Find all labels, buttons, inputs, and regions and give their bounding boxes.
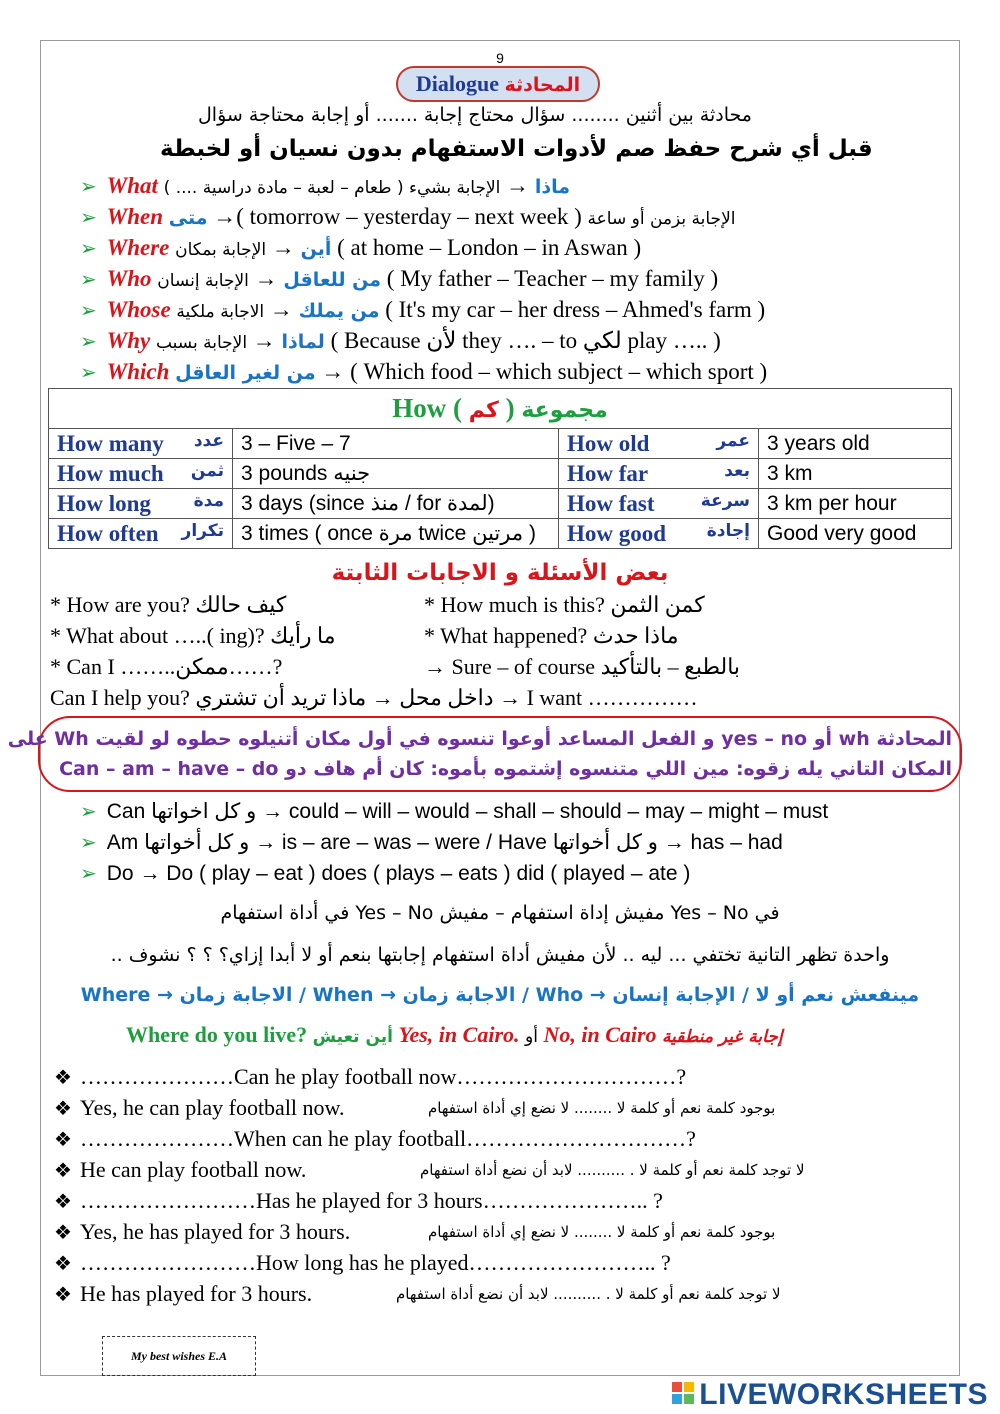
aux-do: ➢ Do → Do ( play – eat ) does ( plays – eats ) did ( played – ate ) (80, 861, 691, 885)
wh-line-whose: ➢ Whose من يملك → الاجابة ملكية ( It's my car – her dress – Ahmed's farm ) (80, 297, 766, 322)
diamond-bullet-icon: ❖ (54, 1251, 72, 1275)
arrow-bullet-icon: ➢ (80, 267, 97, 291)
table-row: How long مدة 3 days (since منذ / for لمدة) How fast سرعة 3 km per hour (49, 489, 952, 519)
diamond-bullet-icon: ❖ (54, 1282, 72, 1306)
exercise-2: ❖ Yes, he can play football now. بوجود كلمة نعم أو كلمة لا ........ لا نضع إي أداة استفهام (54, 1095, 776, 1120)
fixed-questions-title: بعض الأسئلة و الاجابات الثابتة (331, 560, 669, 586)
arrow-bullet-icon: ➢ (80, 799, 97, 823)
signature-box: My best wishes E.A (102, 1336, 256, 1376)
how-table (48, 388, 952, 549)
fixed-q-4: * What happened? ماذا حدث (424, 623, 679, 648)
note-1: في Yes – No مفيش إداة استفهام – مفيش Yes – No في أداة استفهام (220, 902, 780, 924)
title-badge (396, 66, 600, 102)
exercise-3: ❖ …………………When can he play football…………………………? (54, 1126, 696, 1151)
diamond-bullet-icon: ❖ (54, 1220, 72, 1244)
exercise-7: ❖ ……………………How long has he played…………………….. ? (54, 1250, 671, 1275)
arrow-bullet-icon: ➢ (80, 205, 97, 229)
title-en: Dialogue (415, 71, 499, 96)
wh-line-when: ➢ When متى →( tomorrow – yesterday – next week ) الإجابة بزمن أو ساعة (80, 204, 736, 229)
wh-line-who: ➢ Who من للعاقل → الإجابة إنسان ( My father – Teacher – my family ) (80, 266, 719, 291)
exercise-1: ❖ …………………Can he play football now…………………………? (54, 1064, 687, 1089)
fixed-q-6: → Sure – of course بالطبع – بالتأكيد (424, 654, 741, 679)
arrow-bullet-icon: ➢ (80, 298, 97, 322)
fixed-q-2: * How much is this? كمن الثمن (424, 592, 705, 617)
exercise-4: ❖ He can play football now. لا توجد كلمة نعم أو كلمة لا . .......... لابد أن نضع أداة استفهام (54, 1157, 805, 1182)
aux-am-have: ➢ Am و كل أخواتها → is – are – was – were / Have و كل أخواتها → has – had (80, 830, 783, 854)
wh-line-where: ➢ Where أين → الإجابة بمكان ( at home – London – in Aswan ) (80, 235, 642, 260)
note-4: Where do you live? أين تعيش Yes, in Cairo. أو No, in Cairo إجابة غير منطقية (126, 1022, 783, 1047)
table-row: How often تكرار 3 times ( once مرة twice مرتين ) How good إجادة Good very good (49, 519, 952, 549)
note-2: واحدة تظهر التانية تختفي ... ليه .. لأن مفيش أداة استفهام إجابتها بنعم أو لا أبدا إزاي؟ ؟ ؟ نشوف .. (110, 944, 890, 966)
fixed-q-7: Can I help you? داخل محل → ماذا تريد أن تشتري → I want …………… (50, 685, 698, 710)
fixed-q-3: * What about …..( ing)? ما رأيك (50, 623, 336, 648)
diamond-bullet-icon: ❖ (54, 1065, 72, 1089)
note-3: مينفعش نعم أو لا / الإجابة إنسان → Who / الاجابة زمان → When / الاجابة زمان → Where (80, 984, 920, 1006)
wh-line-why: ➢ Why لماذا → الإجابة بسبب ( Because لأن they …. – to لكي play ….. ) (80, 328, 721, 353)
wh-line-what: ➢ What ماذا → الإجابة بشيء ( طعام – لعبة – مادة دراسية .... ) (80, 173, 571, 198)
arrow-bullet-icon: ➢ (80, 830, 97, 854)
rule-line-1: المحادثة wh أو yes – no و الفعل المساعد أوعوا تنسوه في أول مكان أتنيلوه حطوه لو لقيت Wh على (7, 728, 952, 750)
table-row: How many عدد 3 – Five – 7 How old عمر 3 years old (49, 429, 952, 459)
watermark: LIVEWORKSHEETS (671, 1378, 988, 1412)
rule-line-2: المكان التاني يله زقوه: مين اللي متنسوه إشتموه بأموه: كان أم هاف دو Can – am – have – do (59, 758, 952, 780)
diamond-bullet-icon: ❖ (54, 1127, 72, 1151)
page-number: 9 (496, 50, 504, 66)
wh-line-which: ➢ Which من لغير العاقل → ( Which food – which subject – which sport ) (80, 359, 768, 384)
fixed-q-5: * Can I ……..ممكن……? (50, 654, 283, 679)
liveworksheets-logo-icon (671, 1381, 695, 1405)
aux-can: ➢ Can و كل اخواتها → could – will – would – shall – should – may – might – must (80, 799, 829, 823)
exercise-6: ❖ Yes, he has played for 3 hours. بوجود كلمة نعم أو كلمة لا ........ لا نضع إي أداة استفهام (54, 1219, 776, 1244)
diamond-bullet-icon: ❖ (54, 1189, 72, 1213)
subtitle-1: محادثة بين أثنين ........ سؤال محتاج إجابة ....... أو إجابة محتاجة سؤال (198, 104, 752, 126)
fixed-q-1: * How are you? كيف حالك (50, 592, 287, 617)
diamond-bullet-icon: ❖ (54, 1096, 72, 1120)
how-table-header: How ( كم ) مجموعة (49, 389, 952, 429)
arrow-bullet-icon: ➢ (80, 360, 97, 384)
diamond-bullet-icon: ❖ (54, 1158, 72, 1182)
arrow-bullet-icon: ➢ (80, 174, 97, 198)
table-row: How much ثمن 3 pounds جنيه How far بعد 3 km (49, 459, 952, 489)
arrow-bullet-icon: ➢ (80, 861, 97, 885)
arrow-bullet-icon: ➢ (80, 236, 97, 260)
exercise-5: ❖ ……………………Has he played for 3 hours………………….. ? (54, 1188, 663, 1213)
subtitle-2: قبل أي شرح حفظ صم لأدوات الاستفهام بدون نسيان أو لخبطة (160, 136, 873, 162)
exercise-8: ❖ He has played for 3 hours. لا توجد كلمة نعم أو كلمة لا . .......... لابد أن نضع أداة استفهام (54, 1281, 781, 1306)
arrow-bullet-icon: ➢ (80, 329, 97, 353)
title-ar: المحادثة (504, 74, 581, 96)
